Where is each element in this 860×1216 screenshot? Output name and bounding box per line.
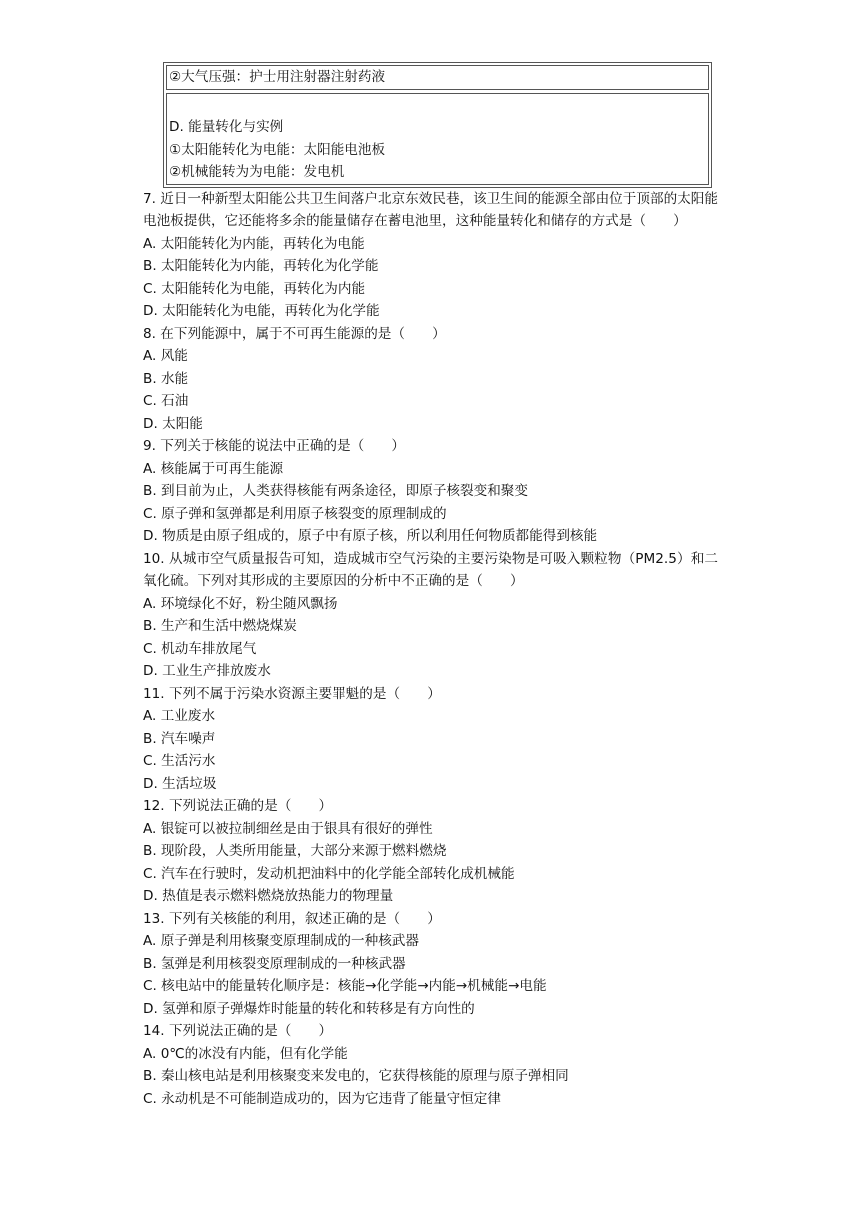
question-option: C. 汽车在行驶时，发动机把油料中的化学能全部转化成机械能 [143,865,515,882]
table-row [166,93,709,185]
question-option: D. 物质是由原子组成的，原子中有原子核，所以利用任何物质都能得到核能 [143,528,598,544]
question-option: D. 太阳能转化为电能，再转化为化学能 [143,303,380,319]
table-row-text: ②机械能转为为电能：发电机 [169,164,345,180]
question-stem: 9. 下列关于核能的说法中正确的是（ ） [143,438,405,454]
question [143,188,718,323]
question [143,795,718,908]
table-row-text: ①太阳能转化为电能：太阳能电池板 [169,141,386,158]
question-option: B. 太阳能转化为内能，再转化为化学能 [143,258,379,274]
question-option: B. 水能 [143,370,189,387]
table-row [166,65,709,90]
question-option: C. 永动机是不可能制造成功的，因为它违背了能量守恒定律 [143,1090,501,1107]
question-option: B. 秦山核电站是利用核聚变来发电的，它获得核能的原理与原子弹相同 [143,1068,569,1084]
options-table [163,62,712,188]
question-stem: 12. 下列说法正确的是（ ） [143,798,333,814]
question-option: A. 风能 [143,348,188,364]
question [143,683,718,796]
question-option: C. 太阳能转化为电能，再转化为内能 [143,280,366,297]
question [143,548,718,683]
question [143,1020,718,1110]
question-option: A. 太阳能转化为内能，再转化为电能 [143,235,365,252]
question-option: D. 氢弹和原子弹爆炸时能量的转化和转移是有方向性的 [143,1000,475,1017]
question-option: A. 0℃的冰没有内能，但有化学能 [143,1045,348,1062]
question-stem: 13. 下列有关核能的利用，叙述正确的是（ ） [143,910,441,927]
question-option: A. 核能属于可再生能源 [143,460,284,477]
table-row-text: ②大气压强：护士用注射器注射药液 [169,69,386,85]
question-stem: 14. 下列说法正确的是（ ） [143,1023,333,1039]
question-option: D. 太阳能 [143,415,203,432]
question-list [143,188,718,1111]
question-option: A. 环境绿化不好，粉尘随风飘扬 [143,595,338,612]
question [143,435,718,548]
question-option: B. 生产和生活中燃烧煤炭 [143,618,297,634]
question-option: C. 生活污水 [143,753,216,769]
table-row-title: D. 能量转化与实例 [169,119,284,135]
question [143,908,718,1021]
question-option: D. 热值是表示燃料燃烧放热能力的物理量 [143,888,394,904]
question-option: B. 到目前为止，人类获得核能有两条途径，即原子核裂变和聚变 [143,483,528,499]
question-option: D. 生活垃圾 [143,775,217,792]
question-stem: 7. 近日一种新型太阳能公共卫生间落户北京东效民巷，该卫生间的能源全部由位于顶部的太阳能电池板提供，它还能将多余的能量储存在蓄电池里，这种能量转化和储存的方式是（ ） [143,190,718,229]
question-stem: 10. 从城市空气质量报告可知，造成城市空气污染的主要污染物是可吸入颗粒物（PM2.5）和二氧化硫。下列对其形成的主要原因的分析中不正确的是（ ） [143,550,718,589]
question-option: A. 原子弹是利用核聚变原理制成的一种核武器 [143,933,419,949]
question-option: C. 原子弹和氢弹都是利用原子核裂变的原理制成的 [143,505,447,522]
question-option: B. 氢弹是利用核裂变原理制成的一种核武器 [143,955,406,972]
question-option: C. 核电站中的能量转化顺序是：核能→化学能→内能→机械能→电能 [143,978,547,994]
document-page [143,62,718,1110]
question-option: A. 工业废水 [143,708,216,724]
question-stem: 11. 下列不属于污染水资源主要罪魁的是（ ） [143,685,441,702]
question [143,323,718,436]
question-option: B. 汽车噪声 [143,730,216,747]
question-option: D. 工业生产排放废水 [143,663,271,679]
question-stem: 8. 在下列能源中，属于不可再生能源的是（ ） [143,325,446,342]
question-option: C. 机动车排放尾气 [143,640,257,657]
question-option: A. 银锭可以被拉制细丝是由于银具有很好的弹性 [143,820,433,837]
question-option: C. 石油 [143,393,189,409]
question-option: B. 现阶段，人类所用能量，大部分来源于燃料燃烧 [143,843,447,859]
